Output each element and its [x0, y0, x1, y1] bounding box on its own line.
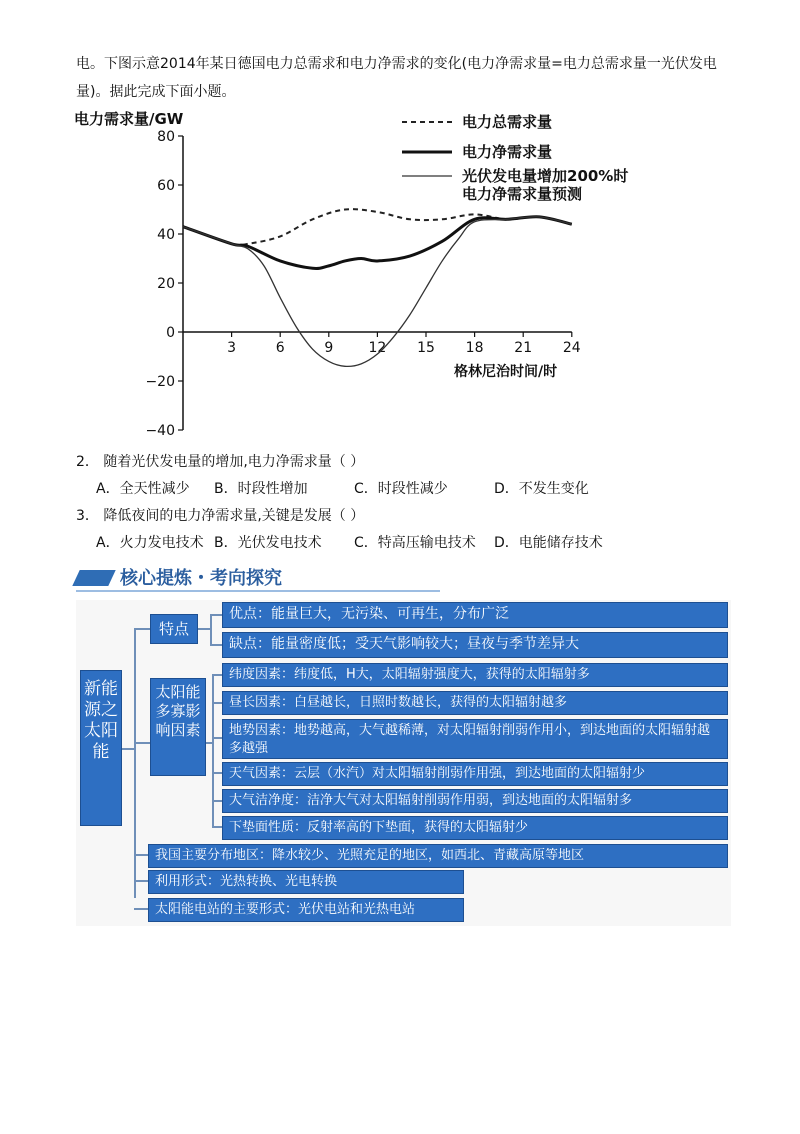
- features-branch: [134, 628, 150, 630]
- factor-item-air-clarity: 大气洁净度：洁净大气对太阳辐射削弱作用弱，到达地面的太阳辐射多: [222, 789, 728, 813]
- usage-branch: [134, 880, 148, 882]
- q3-option-c[interactable]: C．特高压输电技术: [354, 535, 476, 551]
- stations-branch: [134, 908, 148, 910]
- power-demand-chart: [70, 108, 630, 443]
- factor-link-4: [212, 772, 222, 774]
- x-axis-label: 格林尼治时间/时: [454, 364, 558, 380]
- y-axis-label: 电力需求量/GW: [74, 110, 184, 128]
- features-trunk: [210, 614, 212, 644]
- factor-link-3: [212, 737, 222, 739]
- total-demand-line: [183, 209, 572, 245]
- distribution-branch: [134, 854, 148, 856]
- x-tick-label: 6: [275, 340, 285, 356]
- y-tick-label: −40: [145, 423, 175, 439]
- net-demand-line: [183, 217, 572, 269]
- q3-option-d[interactable]: D．电能储存技术: [494, 535, 603, 551]
- factors-trunk: [212, 674, 214, 826]
- factors-branch: [134, 742, 150, 744]
- root-node: 新能源之太阳能: [80, 670, 122, 826]
- q2-option-a[interactable]: A．全天性减少: [96, 481, 190, 497]
- section-title: 核心提炼・考向探究: [120, 568, 282, 589]
- features-node: 特点: [150, 614, 198, 644]
- feature-link-1: [210, 614, 222, 616]
- factors-node: 太阳能多寡影响因素: [150, 678, 206, 776]
- x-tick-label: 21: [514, 340, 533, 356]
- q2-option-c[interactable]: C．时段性减少: [354, 481, 448, 497]
- x-tick-label: 18: [465, 340, 484, 356]
- usage-item: 利用形式：光热转换、光电转换: [148, 870, 464, 894]
- legend-net-demand-label: 电力净需求量: [462, 143, 553, 161]
- feature-item-advantages: 优点：能量巨大，无污染、可再生，分布广泛: [222, 602, 728, 628]
- intro-paragraph: 电。下图示意2014年某日德国电力总需求和电力净需求的变化(电力净需求量=电力总需求量一光伏发电量)。据此完成下面小题。: [76, 56, 717, 100]
- x-tick-label: 15: [417, 340, 435, 356]
- x-tick-label: 24: [562, 340, 581, 356]
- y-tick-label: 60: [157, 178, 175, 194]
- q2-option-b[interactable]: B．时段性增加: [214, 481, 308, 497]
- q2-option-d[interactable]: D．不发生变化: [494, 481, 589, 497]
- legend-forecast-label-2: 电力净需求量预测: [462, 185, 583, 203]
- y-tick-label: 0: [166, 325, 175, 341]
- feature-link-2: [210, 644, 222, 646]
- solar-energy-mindmap: [76, 600, 731, 926]
- distribution-item: 我国主要分布地区：降水较少、光照充足的地区，如西北、青藏高原等地区: [148, 844, 728, 868]
- legend-total-demand-label: 电力总需求量: [462, 113, 553, 131]
- factor-link-6: [212, 826, 222, 828]
- factor-item-weather: 天气因素：云层（水汽）对太阳辐射削弱作用强，到达地面的太阳辐射少: [222, 762, 728, 786]
- x-tick-label: 12: [368, 340, 387, 356]
- factor-link-1: [212, 674, 222, 676]
- factor-item-latitude: 纬度因素：纬度低，H大，太阳辐射强度大，获得的太阳辐射多: [222, 663, 728, 687]
- x-tick-label: 3: [227, 340, 237, 356]
- q3-option-b[interactable]: B．光伏发电技术: [214, 535, 322, 551]
- banner-underline: [76, 590, 440, 592]
- factor-link-5: [212, 800, 222, 802]
- chart-svg: [70, 108, 630, 443]
- banner-accent: [72, 570, 115, 586]
- y-tick-label: 20: [157, 276, 175, 292]
- feature-item-disadvantages: 缺点：能量密度低；受天气影响较大；昼夜与季节差异大: [222, 632, 728, 658]
- main-trunk: [134, 628, 136, 898]
- factor-link-2: [212, 702, 222, 704]
- factor-item-altitude: 地势因素：地势越高，大气越稀薄，对太阳辐射削弱作用小，到达地面的太阳辐射越多越强: [222, 719, 728, 759]
- y-tick-label: 80: [157, 129, 175, 145]
- factor-item-surface: 下垫面性质：反射率高的下垫面，获得的太阳辐射少: [222, 816, 728, 840]
- question-3-stem: 3． 降低夜间的电力净需求量,关键是发展（ ）: [76, 508, 365, 524]
- legend-forecast-label: 光伏发电量增加200%时: [462, 167, 629, 185]
- y-tick-label: 40: [157, 227, 175, 243]
- section-banner: [76, 566, 440, 594]
- question-2-stem: 2． 随着光伏发电量的增加,电力净需求量（ ）: [76, 454, 365, 470]
- factor-item-daylength: 昼长因素：白昼越长，日照时数越长，获得的太阳辐射越多: [222, 691, 728, 715]
- x-tick-label: 9: [324, 340, 334, 356]
- y-tick-label: −20: [145, 374, 175, 390]
- stations-item: 太阳能电站的主要形式：光伏电站和光热电站: [148, 898, 464, 922]
- q3-option-a[interactable]: A．火力发电技术: [96, 535, 204, 551]
